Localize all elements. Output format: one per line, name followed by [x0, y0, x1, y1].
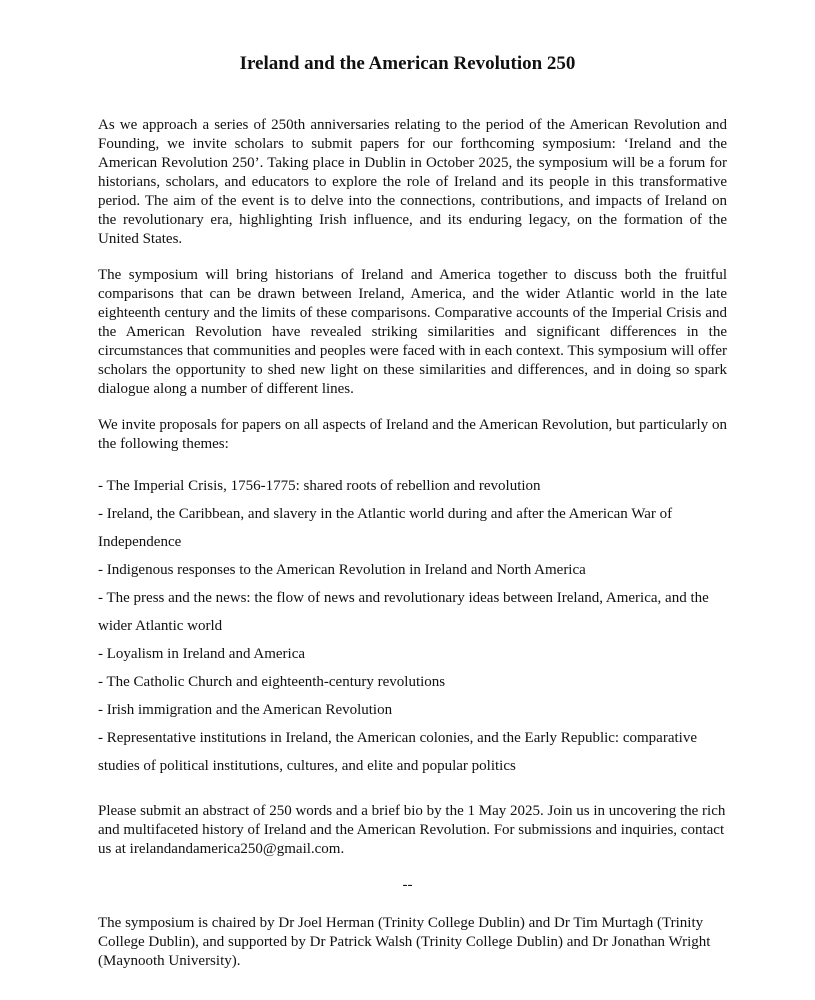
theme-item: - The Imperial Crisis, 1756-1775: shared roots of rebellion and revolution [98, 478, 541, 494]
theme-item: - Ireland, the Caribbean, and slavery in the Atlantic world during and after the American War of Independence [98, 506, 673, 550]
intro-paragraph: As we approach a series of 250th anniversaries relating to the period of the American Revolution and Founding, we invite scholars to submit papers for our forthcoming symposium: ‘Ireland and the American Revolution 250’. Taking place in Dublin in October 2025, the symposium will be a forum for historians, scholars, and educators to explore the role of Ireland and its people in this transformative period. The aim of the event is to delve into the connections, contributions, and impacts of Ireland on the revolutionary era, highlighting Irish influence, and its enduring legacy, on the formation of the United States. [98, 117, 727, 247]
theme-item: - Representative institutions in Ireland, the American colonies, and the Early Republic: comparative studies of political institutions, cultures, and elite and popular politics [98, 730, 697, 774]
chairs-paragraph: The symposium is chaired by Dr Joel Herman (Trinity College Dublin) and Dr Tim Murtagh (Trinity College Dublin), and supported by Dr Patrick Walsh (Trinity College Dublin) and Dr Jonathan Wright (Maynooth University). [98, 915, 711, 969]
theme-item: - Loyalism in Ireland and America [98, 646, 306, 662]
theme-item: - Indigenous responses to the American Revolution in Ireland and North America [98, 562, 586, 578]
submission-paragraph: Please submit an abstract of 250 words and a brief bio by the 1 May 2025. Join us in uncovering the rich and multifaceted history of Ireland and the American Revolution. For submissions and inquiries, contact us at irelandandamerica250@gmail.com. [98, 803, 726, 857]
theme-item: - Irish immigration and the American Revolution [98, 702, 393, 718]
invite-paragraph: We invite proposals for papers on all aspects of Ireland and the American Revolution, but particularly on the following themes: [98, 417, 727, 452]
themes-list [98, 472, 727, 780]
theme-item: - The press and the news: the flow of news and revolutionary ideas between Ireland, America, and the wider Atlantic world [98, 590, 709, 634]
theme-item: - The Catholic Church and eighteenth-century revolutions [98, 674, 446, 690]
page-title: Ireland and the American Revolution 250 [239, 53, 576, 74]
separator: -- [402, 877, 413, 893]
context-paragraph: The symposium will bring historians of Ireland and America together to discuss both the fruitful comparisons that can be drawn between Ireland, America, and the wider Atlantic world in the late eighteenth century and the limits of these comparisons. Comparative accounts of the Imperial Crisis and the American Revolution have revealed striking similarities and significant differences in the circumstances that communities and peoples were faced with in each context. This symposium will offer scholars the opportunity to shed new light on these similarities and differences, and in doing so spark dialogue along a number of different lines. [98, 267, 727, 397]
